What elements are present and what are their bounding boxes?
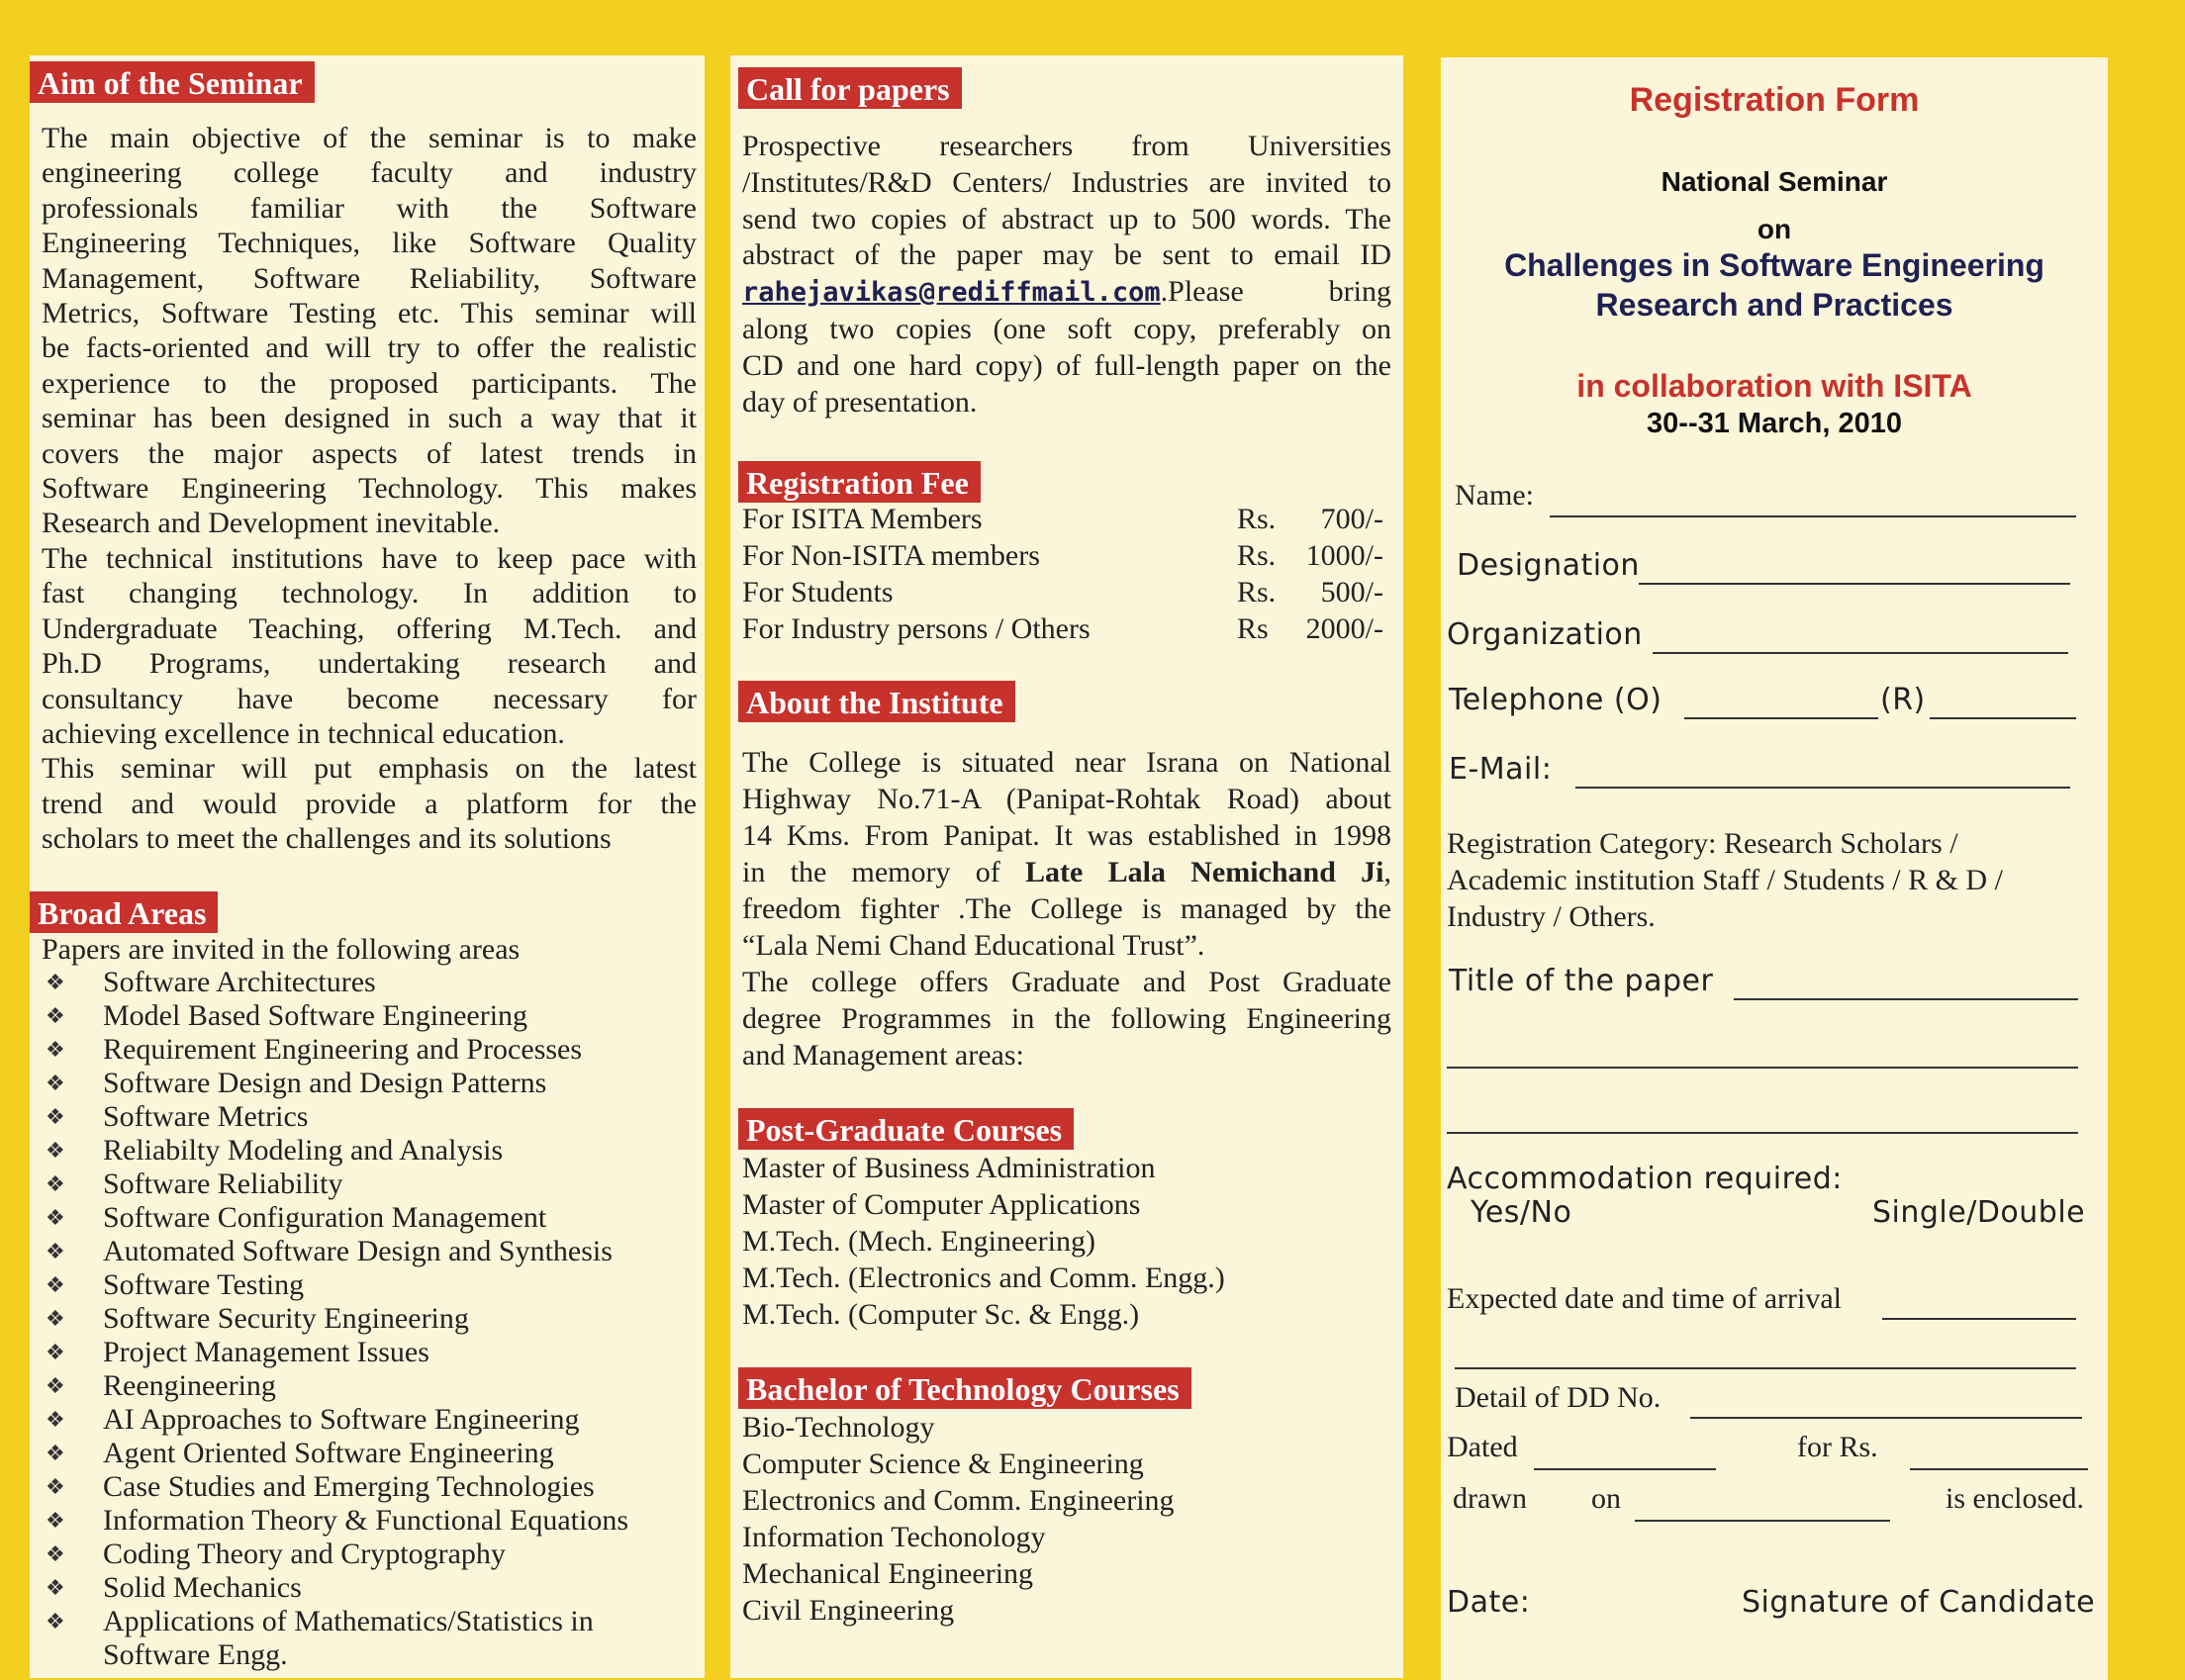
panel-middle (730, 55, 1403, 1678)
aim-line: be facts-oriented and will try to offer the realistic (42, 331, 697, 365)
telephone-label: Telephone (O) (1449, 683, 1662, 717)
broad-area-label: Requirement Engineering and Processes (103, 1033, 583, 1066)
paper-title-field-1[interactable] (1734, 998, 2078, 1000)
fee-amount: 500/- (1320, 576, 1383, 608)
broad-area-item (44, 1201, 699, 1235)
form-title: Registration Form (1629, 81, 1920, 119)
diamond-bullet-icon: ❖ (46, 970, 65, 994)
broad-area-continuation (44, 1638, 699, 1672)
accommodation-single-double[interactable]: Single/Double (1872, 1195, 2086, 1230)
broad-area-label: Software Configuration Management (103, 1201, 547, 1234)
course-item: M.Tech. (Computer Sc. & Engg.) (742, 1298, 1140, 1331)
broad-area-label: Software Security Engineering (103, 1302, 469, 1335)
email-field[interactable] (1575, 787, 2070, 789)
fee-currency: Rs. (1237, 576, 1277, 608)
diamond-bullet-icon: ❖ (46, 1138, 65, 1163)
call-for-papers-text (742, 129, 1391, 420)
broad-area-item (44, 1167, 699, 1201)
about-line: freedom fighter .The College is managed by the (742, 892, 1391, 925)
fee-row (742, 537, 1391, 574)
aim-heading: Aim of the Seminar (30, 61, 315, 103)
telephone-residence-field[interactable] (1930, 717, 2076, 719)
aim-line: consultancy have become necessary for (42, 682, 697, 715)
cfp-line: CD and one hard copy) of full-length paper on the (742, 348, 1391, 382)
aim-line: fast changing technology. In addition to (42, 577, 697, 610)
diamond-bullet-icon: ❖ (46, 1541, 65, 1566)
registration-fee-table (742, 501, 1391, 647)
diamond-bullet-icon: ❖ (46, 1441, 65, 1465)
aim-line: Ph.D Programs, undertaking research and (42, 647, 697, 681)
broad-area-label: Coding Theory and Cryptography (103, 1538, 506, 1570)
broad-area-item (44, 1100, 699, 1134)
diamond-bullet-icon: ❖ (46, 1575, 65, 1600)
aim-line: Undergraduate Teaching, offering M.Tech. and (42, 611, 697, 645)
broad-area-item (44, 1403, 699, 1437)
about-line: The college offers Graduate and Post Graduate (742, 966, 1391, 998)
course-item: Computer Science & Engineering (742, 1447, 1144, 1480)
for-rs-label: for Rs. (1797, 1431, 1878, 1463)
fee-category: For Students (742, 576, 894, 608)
broad-area-item (44, 966, 699, 999)
about-line: 14 Kms. From Panipat. It was established in 1998 (742, 819, 1391, 852)
diamond-bullet-icon: ❖ (46, 1003, 65, 1028)
about-line: “Lala Nemi Chand Educational Trust”. (742, 929, 1205, 962)
aim-line: seminar has been designed in such a way that it (42, 402, 697, 435)
broad-areas-intro: Papers are invited in the following areas (42, 933, 521, 966)
dated-field[interactable] (1534, 1468, 1716, 1470)
aim-line: achieving excellence in technical education. (42, 716, 565, 750)
fee-row (742, 610, 1391, 647)
cfp-line: abstract of the paper may be sent to email ID (742, 238, 1391, 272)
diamond-bullet-icon: ❖ (46, 1171, 65, 1196)
about-line: and Management areas: (742, 1039, 1024, 1072)
broad-area-item (44, 1067, 699, 1100)
contact-email-link[interactable]: rahejavikas@rediffmail.com (742, 277, 1161, 309)
broad-area-item (44, 1504, 699, 1538)
aim-line: experience to the proposed participants. The (42, 366, 697, 400)
arrival-field-1[interactable] (1882, 1318, 2076, 1320)
aim-line: Software Engineering Technology. This makes (42, 472, 697, 506)
diamond-bullet-icon: ❖ (46, 1474, 65, 1499)
course-item: Bio-Technology (742, 1411, 935, 1444)
broad-area-label: Agent Oriented Software Engineering (103, 1437, 554, 1469)
diamond-bullet-icon: ❖ (46, 1609, 65, 1633)
course-item: Mechanical Engineering (742, 1557, 1034, 1590)
diamond-bullet-icon: ❖ (46, 1306, 65, 1331)
dd-number-label: Detail of DD No. (1455, 1381, 1662, 1414)
seminar-date: 30--31 March, 2010 (1647, 408, 1902, 439)
about-line: degree Programmes in the following Engineering (742, 1002, 1391, 1035)
course-item: Information Techonology (742, 1521, 1046, 1553)
broad-area-item (44, 1235, 699, 1268)
about-text (742, 744, 1391, 1073)
fee-currency: Rs (1237, 612, 1269, 645)
broad-area-item (44, 1302, 699, 1336)
fee-amount: 700/- (1320, 503, 1383, 535)
about-line (742, 854, 1391, 890)
diamond-bullet-icon: ❖ (46, 1071, 65, 1095)
designation-label: Designation (1457, 548, 1640, 583)
aim-line: trend and would provide a platform for the (42, 787, 697, 820)
broad-area-item (44, 1134, 699, 1167)
telephone-office-field[interactable] (1684, 717, 1878, 719)
cfp-text-part: .Please bring (1160, 275, 1391, 309)
broad-area-label: Applications of Mathematics/Statistics in (103, 1605, 594, 1637)
diamond-bullet-icon: ❖ (46, 1340, 65, 1364)
course-item: Civil Engineering (742, 1594, 955, 1627)
diamond-bullet-icon: ❖ (46, 1205, 65, 1230)
about-line: Highway No.71-A (Panipat-Rohtak Road) about (742, 783, 1391, 815)
about-text-part: in the memory of (742, 856, 1026, 888)
drawn-on-label: on (1591, 1482, 1621, 1515)
broad-area-label: Reengineering (103, 1369, 276, 1402)
designation-field[interactable] (1639, 583, 2070, 585)
broad-area-item (44, 1470, 699, 1504)
dd-number-field[interactable] (1690, 1417, 2082, 1419)
broad-area-item (44, 999, 699, 1033)
broad-area-label: Software Design and Design Patterns (103, 1067, 547, 1099)
aim-line: This seminar will put emphasis on the latest (42, 752, 697, 786)
aim-line: Research and Development inevitable. (42, 507, 501, 540)
paper-title-label: Title of the paper (1449, 964, 1714, 998)
cfp-line: day of presentation. (742, 385, 978, 419)
paper-title-field-2[interactable] (1447, 1067, 2078, 1069)
organization-label: Organization (1447, 617, 1643, 652)
broad-area-item (44, 1268, 699, 1302)
dated-label: Dated (1447, 1431, 1518, 1463)
broad-area-item (44, 1336, 699, 1369)
course-item: Master of Computer Applications (742, 1188, 1141, 1221)
course-item: Electronics and Comm. Engineering (742, 1484, 1175, 1517)
aim-line: covers the major aspects of latest trends in (42, 436, 697, 470)
fee-currency: Rs. (1237, 539, 1277, 572)
registration-fee-heading: Registration Fee (738, 461, 981, 503)
fee-row (742, 574, 1391, 610)
fee-category: For ISITA Members (742, 503, 983, 535)
seminar-label: National Seminar (1661, 166, 1888, 197)
name-field[interactable] (1550, 515, 2076, 517)
aim-line: The technical institutions have to keep pace with (42, 541, 697, 575)
broad-area-label: Software Engg. (103, 1638, 288, 1671)
telephone-residence-label: (R) (1880, 683, 1926, 717)
drawn-label: drawn (1453, 1482, 1527, 1515)
aim-line: Metrics, Software Testing etc. This seminar will (42, 297, 697, 330)
arrival-field-2[interactable] (1455, 1367, 2076, 1369)
course-item: M.Tech. (Electronics and Comm. Engg.) (742, 1261, 1225, 1294)
about-heading: About the Institute (738, 681, 1015, 722)
email-label: E-Mail: (1449, 752, 1553, 787)
diamond-bullet-icon: ❖ (46, 1407, 65, 1432)
fee-category: For Industry persons / Others (742, 612, 1091, 645)
broad-area-label: Solid Mechanics (103, 1571, 302, 1604)
cfp-line: Prospective researchers from Universities (742, 130, 1391, 162)
broad-area-label: Reliabilty Modeling and Analysis (103, 1134, 504, 1167)
broad-area-label: Software Metrics (103, 1100, 309, 1133)
cfp-line: along two copies (one soft copy, preferably on (742, 312, 1391, 345)
registration-form-panel (1441, 57, 2108, 1680)
broad-area-label: Software Testing (103, 1268, 305, 1301)
pg-courses-heading: Post-Graduate Courses (738, 1108, 1074, 1150)
broad-areas-heading: Broad Areas (30, 891, 218, 933)
broad-areas-list (44, 966, 699, 1672)
fee-row (742, 501, 1391, 537)
category-line: Registration Category: Research Scholars / (1447, 827, 1958, 860)
seminar-topic-line1: Challenges in Software Engineering (1504, 247, 2044, 283)
broad-area-label: Automated Software Design and Synthesis (103, 1235, 613, 1267)
broad-area-item (44, 1605, 699, 1638)
btech-courses-heading: Bachelor of Technology Courses (738, 1367, 1191, 1409)
accommodation-label: Accommodation required: (1447, 1162, 1843, 1196)
fee-amount: 2000/- (1305, 612, 1383, 645)
panel-left (30, 55, 705, 1678)
date-label: Date: (1447, 1585, 1531, 1620)
cfp-line: /Institutes/R&D Centers/ Industries are invited to (742, 165, 1391, 199)
aim-line: scholars to meet the challenges and its solutions (42, 822, 612, 856)
diamond-bullet-icon: ❖ (46, 1373, 65, 1398)
aim-line: Management, Software Reliability, Software (42, 261, 697, 295)
paper-title-field-3[interactable] (1447, 1132, 2078, 1134)
collaboration-label: in collaboration with ISITA (1576, 368, 1972, 404)
organization-field[interactable] (1653, 652, 2068, 654)
course-item: M.Tech. (Mech. Engineering) (742, 1225, 1095, 1258)
diamond-bullet-icon: ❖ (46, 1104, 65, 1129)
broad-area-label: Project Management Issues (103, 1336, 429, 1368)
broad-area-label: Software Architectures (103, 966, 376, 998)
on-label: on (1757, 214, 1792, 244)
accommodation-yes-no[interactable]: Yes/No (1471, 1195, 1572, 1230)
amount-field[interactable] (1910, 1468, 2088, 1470)
diamond-bullet-icon: ❖ (46, 1508, 65, 1533)
arrival-label: Expected date and time of arrival (1447, 1282, 1842, 1315)
call-for-papers-heading: Call for papers (738, 67, 962, 109)
name-label: Name: (1455, 479, 1534, 512)
signature-label: Signature of Candidate (1742, 1585, 2096, 1620)
diamond-bullet-icon: ❖ (46, 1037, 65, 1062)
drawn-on-field[interactable] (1635, 1520, 1890, 1522)
aim-line: Engineering Techniques, like Software Quality (42, 227, 697, 260)
broad-area-item (44, 1033, 699, 1067)
about-text-part: , (1383, 856, 1392, 888)
diamond-bullet-icon: ❖ (46, 1239, 65, 1263)
broad-area-item (44, 1571, 699, 1605)
seminar-topic-line2: Research and Practices (1595, 287, 1953, 323)
fee-category: For Non-ISITA members (742, 539, 1040, 572)
aim-line: The main objective of the seminar is to make (42, 122, 697, 154)
btech-courses-list (742, 1409, 1391, 1629)
diamond-bullet-icon: ❖ (46, 1272, 65, 1297)
broad-area-item (44, 1538, 699, 1571)
broad-area-label: Case Studies and Emerging Technologies (103, 1470, 595, 1503)
about-line: The College is situated near Israna on National (742, 746, 1391, 779)
course-item: Master of Business Administration (742, 1152, 1156, 1184)
cfp-line (742, 274, 1391, 312)
founder-name: Late Lala Nemichand Ji (1025, 856, 1384, 888)
broad-area-label: AI Approaches to Software Engineering (103, 1403, 580, 1436)
aim-line: engineering college faculty and industry (42, 156, 697, 190)
cfp-line: send two copies of abstract up to 500 words. The (742, 202, 1391, 235)
fee-currency: Rs. (1237, 503, 1277, 535)
fee-amount: 1000/- (1305, 539, 1383, 572)
pg-courses-list (742, 1150, 1391, 1333)
registration-category (1447, 825, 2003, 935)
aim-text (42, 121, 697, 857)
broad-area-label: Software Reliability (103, 1167, 343, 1200)
broad-area-label: Model Based Software Engineering (103, 999, 528, 1032)
category-line: Industry / Others. (1447, 900, 1656, 933)
broad-area-label: Information Theory & Functional Equations (103, 1504, 629, 1537)
aim-line: professionals familiar with the Software (42, 191, 697, 225)
broad-area-item (44, 1369, 699, 1403)
broad-area-item (44, 1437, 699, 1470)
enclosed-label: is enclosed. (1946, 1482, 2084, 1515)
category-line: Academic institution Staff / Students / R & D / (1447, 864, 2003, 896)
